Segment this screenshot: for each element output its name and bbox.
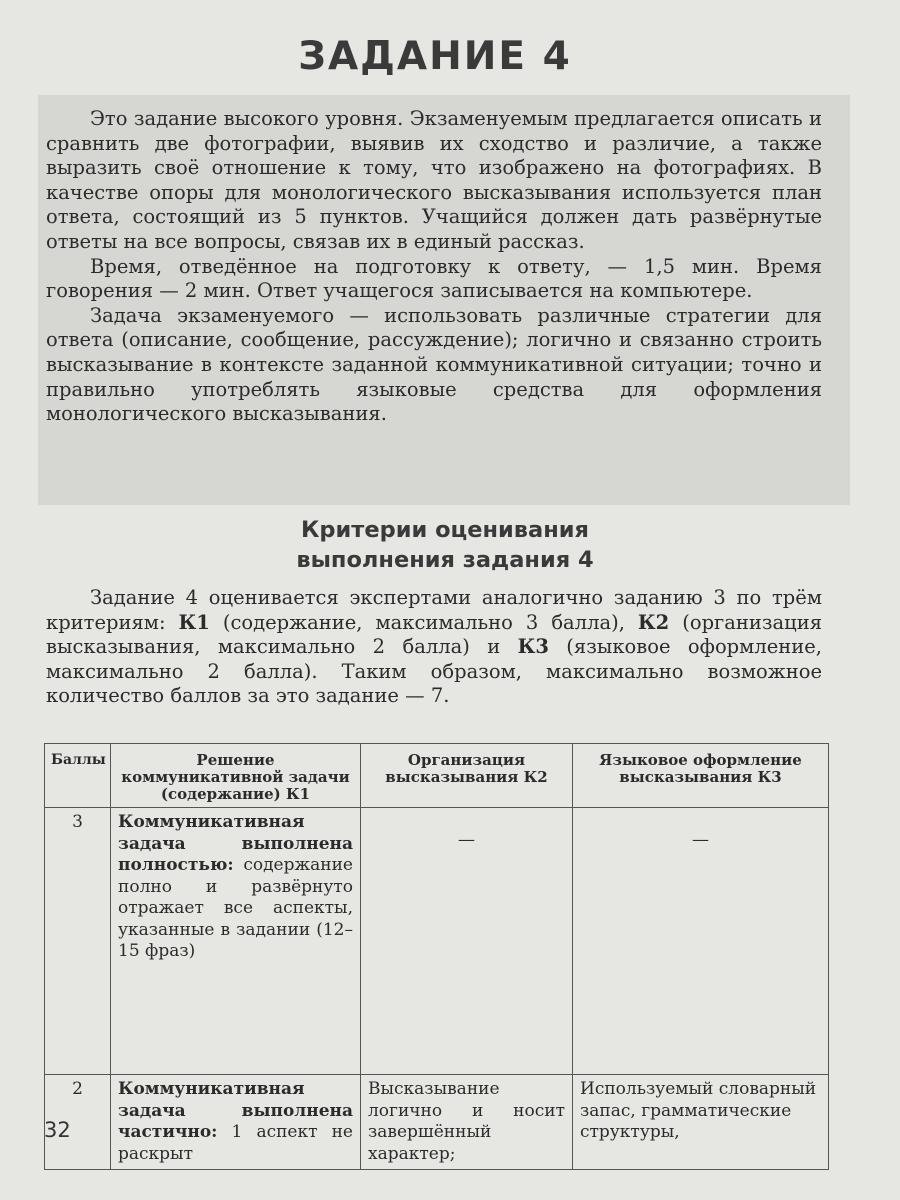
score-cell: 2 (45, 1075, 111, 1170)
intro-paragraph: Это задание высокого уровня. Экзаменуемым предлагается описать и сравнить две фотографии, выявив их сходство и различие, а также выразить своё отношение к тому, что изображено на фотографиях. В качестве опоры для монологического высказывания используется план ответа, состоящий из 5 пунктов. Учащийся должен дать развёрнутые ответы на все вопросы, связав их в единый рассказ. (46, 107, 822, 253)
criteria-table (44, 743, 829, 1170)
k2-cell: — (361, 808, 573, 1075)
score-cell: 3 (45, 808, 111, 1075)
page-number: 32 (44, 1118, 71, 1142)
criteria-paragraph (46, 586, 822, 709)
k3-cell: — (573, 808, 829, 1075)
header-k3: Языковое оформление высказывания К3 (573, 744, 829, 808)
criterion-k3: К3 (517, 635, 549, 659)
k1-bold-text: Коммуникативная задача выполнена полностью: (118, 812, 353, 875)
k1-cell (111, 1075, 361, 1170)
k1-bold-text: Коммуникативная задача выполнена частично: (118, 1079, 353, 1142)
k1-cell (111, 808, 361, 1075)
k3-cell: Используемый словарный запас, грамматические структуры, (573, 1075, 829, 1170)
criteria-text-part: (языковое оформление, максимально 2 балла). Таким образом, максимально возможное количество баллов за это задание — 7. (46, 635, 822, 708)
table-row (45, 1075, 829, 1170)
criteria-text (46, 586, 822, 709)
criterion-k1: К1 (178, 610, 210, 634)
criteria-text-part: (содержание, максимально 3 балла), (209, 610, 638, 634)
table-row (45, 808, 829, 1075)
criteria-text-part: (организация высказывания, максимально 2 балла) и (46, 610, 822, 659)
k2-cell: Высказывание логично и носит завершённый характер; (361, 1075, 573, 1170)
table-header-row (45, 744, 829, 808)
criteria-heading (40, 515, 850, 575)
header-score: Баллы (45, 744, 111, 808)
k1-text: 1 аспект не раскрыт (118, 1122, 353, 1164)
criterion-k2: К2 (637, 610, 670, 634)
criteria-text-part: Задание 4 оценивается экспертами аналогично заданию 3 по трём критериям: (46, 586, 822, 634)
k1-text: содержание полно и развёрнуто отражает все аспекты, указанные в задании (12–15 фраз) (118, 855, 353, 961)
intro-paragraph: Задача экзаменуемого — использовать различные стратегии для ответа (описание, сообщение, рассуждение); логично и связанно строить высказывание в контексте заданной коммуникативной ситуации; точно и правильно употреблять языковые средства для оформления монологического высказывания. (46, 303, 822, 426)
header-k2: Организация высказывания К2 (361, 744, 573, 808)
criteria-heading-line: выполнения задания 4 (296, 547, 594, 573)
intro-paragraph: Время, отведённое на подготовку к ответу, — 1,5 мин. Время говорения — 2 мин. Ответ учащегося записывается на компьютере. (46, 254, 822, 303)
criteria-heading-line: Критерии оценивания (301, 517, 589, 543)
page-title: ЗАДАНИЕ 4 (298, 34, 572, 79)
intro-text (46, 107, 822, 427)
header-k1: Решение коммуникативной задачи (содержание) К1 (111, 744, 361, 808)
